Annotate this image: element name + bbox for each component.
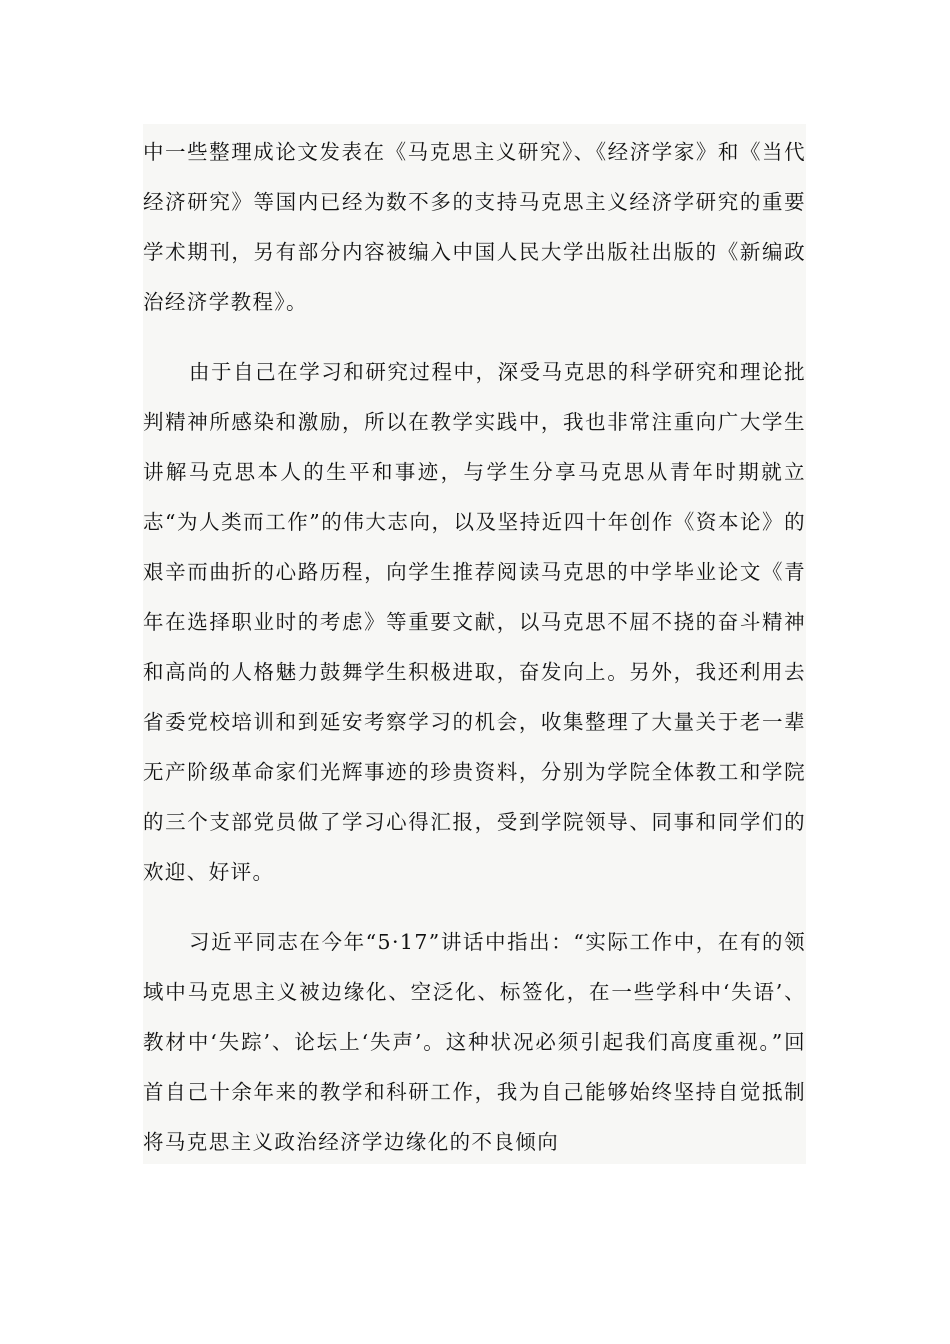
paragraph-1: 中一些整理成论文发表在《马克思主义研究》、《经济学家》和《当代经济研究》等国内已经为数不多的支持马克思主义经济学研究的重要学术期刊，另有部分内容被编入中国人民大学出版社出版的《新编政治经济学教程》。	[143, 140, 806, 314]
paragraph-2: 由于自己在学习和研究过程中，深受马克思的科学研究和理论批判精神所感染和激励，所以在教学实践中，我也非常注重向广大学生讲解马克思本人的生平和事迹，与学生分享马克思从青年时期就立志“为人类而工作”的伟大志向，以及坚持近四十年创作《资本论》的艰辛而曲折的心路历程，向学生推荐阅读马克思的中学毕业论文《青年在选择职业时的考虑》等重要文献，以马克思不屈不挠的奋斗精神和高尚的人格魅力鼓舞学生积极进取，奋发向上。另外，我还利用去省委党校培训和到延安考察学习的机会，收集整理了大量关于老一辈无产阶级革命家们光辉事迹的珍贵资料，分别为学院全体教工和学院的三个支部党员做了学习心得汇报，受到学院领导、同事和同学们的欢迎、好评。	[143, 360, 806, 884]
paragraph-3: 习近平同志在今年“5·17”讲话中指出：“实际工作中，在有的领域中马克思主义被边缘化、空泛化、标签化，在一些学科中‘失语’、教材中‘失踪’、论坛上‘失声’。这种状况必须引起我们高度重视。”回首自己十余年来的教学和科研工作，我为自己能够始终坚持自觉抵制将马克思主义政治经济学边缘化的不良倾向	[143, 930, 806, 1154]
text-block	[143, 124, 806, 1164]
